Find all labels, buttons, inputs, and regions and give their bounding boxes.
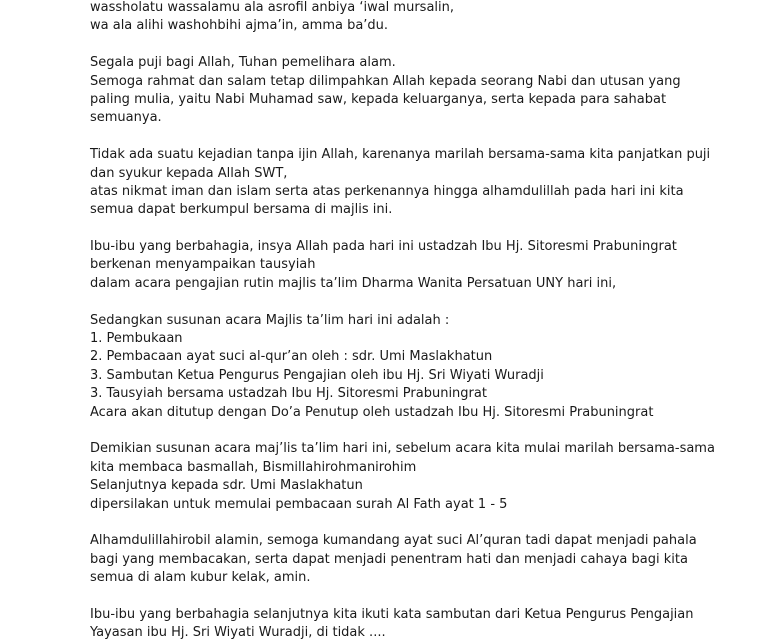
text-line: Segala puji bagi Allah, Tuhan pemelihara alam. [90,55,396,71]
paragraph-gap [90,128,730,146]
paragraph-gap [90,588,730,606]
text-line: semua di alam kubur kelak, amin. [90,570,311,586]
text-line: paling mulia, yaitu Nabi Muhamad saw, kepada keluarganya, serta kepada para sahabat [90,91,667,107]
document-body [90,0,730,643]
text-line: dalam acara pengajian rutin majlis ta’lim Dharma Wanita Persatuan UNY hari ini, [90,275,617,291]
text-line: dan syukur kepada Allah SWT, [90,165,288,181]
text-line: wassholatu wassalamu ala asrofil anbiya ‘iwal mursalin, [90,0,454,15]
text-line: berkenan menyampaikan tausyiah [90,257,316,273]
text-line: Tidak ada suatu kejadian tanpa ijin Allah, karenanya marilah bersama-sama kita panjatkan puji [90,147,711,163]
text-line: 2. Pembacaan ayat suci al-qur’an oleh : sdr. Umi Maslakhatun [90,349,493,365]
text-line: 3. Sambutan Ketua Pengurus Pengajian oleh ibu Hj. Sri Wiyati Wuradji [90,367,544,383]
text-line: kita membaca basmallah, Bismillahirohmanirohim [90,459,417,475]
text-line: Selanjutnya kepada sdr. Umi Maslakhatun [90,478,363,494]
text-line: Yayasan ibu Hj. Sri Wiyati Wuradji, di tidak .... [90,625,386,641]
paragraph-gap [90,514,730,532]
text-line: 1. Pembukaan [90,331,183,347]
text-line: semua dapat berkumpul bersama di majlis ini. [90,202,393,218]
text-line: bagi yang membacakan, serta dapat menjadi penentram hati dan menjadi cahaya bagi kita [90,551,688,567]
text-line: Alhamdulillahirobil alamin, semoga kumandang ayat suci Al’quran tadi dapat menjadi pahala [90,533,697,549]
text-line: 3. Tausyiah bersama ustadzah Ibu Hj. Sitoresmi Prabuningrat [90,386,487,402]
paragraph-gap [90,36,730,54]
text-line: semuanya. [90,110,162,126]
text-line: Semoga rahmat dan salam tetap dilimpahkan Allah kepada seorang Nabi dan utusan yang [90,73,681,89]
paragraph-gap [90,293,730,311]
text-line: Sedangkan susunan acara Majlis ta’lim hari ini adalah : [90,312,450,328]
text-line: atas nikmat iman dan islam serta atas perkenannya hingga alhamdulillah pada hari ini kita [90,183,684,199]
text-line: Demikian susunan acara maj’lis ta’lim hari ini, sebelum acara kita mulai marilah bersama-sama [90,441,715,457]
text-line: Ibu-ibu yang berbahagia selanjutnya kita ikuti kata sambutan dari Ketua Pengurus Pengajian [90,606,694,622]
text-line: dipersilakan untuk memulai pembacaan surah Al Fath ayat 1 - 5 [90,496,508,512]
text-line: wa ala alihi washohbihi ajma’in, amma ba’du. [90,18,389,34]
text-line: Ibu-ibu yang berbahagia, insya Allah pada hari ini ustadzah Ibu Hj. Sitoresmi Prabuningrat [90,239,677,255]
paragraph-gap [90,220,730,238]
text-line: Acara akan ditutup dengan Do’a Penutup oleh ustadzah Ibu Hj. Sitoresmi Prabuningrat [90,404,654,420]
paragraph-gap [90,422,730,440]
